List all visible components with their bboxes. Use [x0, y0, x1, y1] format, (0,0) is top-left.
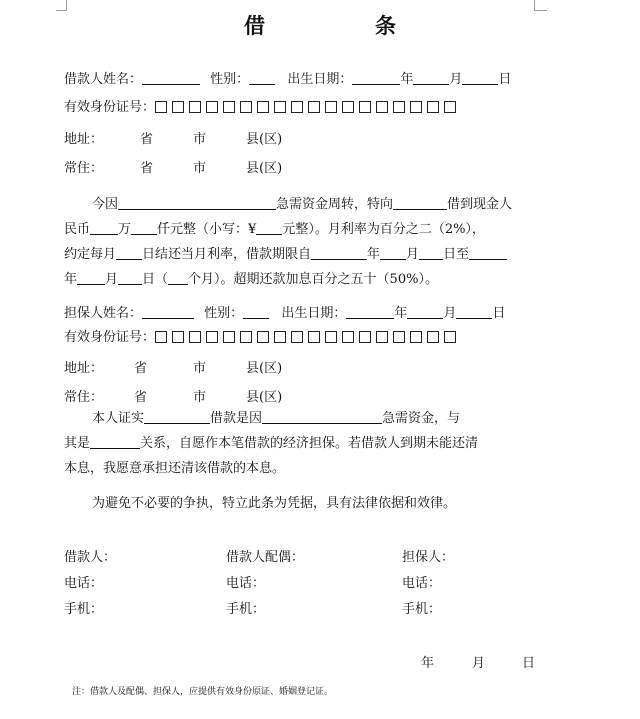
id-digit-box[interactable]: [172, 101, 184, 113]
end-day-blank[interactable]: [118, 271, 142, 285]
spouse-signature-label[interactable]: 借款人配偶：: [226, 550, 305, 565]
spouse-phone-label[interactable]: 电话：: [226, 576, 266, 591]
loan-terms-paragraph: 今因 急需资金周转，特向 借到现金人 民币 万 仟元整（小写：¥ 元整）。月利率为百分之二（2%）， 约定每月 日结还当月利率，借款期限自 年 月 日至 年 月 日（ 个月）。超期还款加息百分之五十（50%）。: [64, 197, 513, 287]
borrower-mobile-label[interactable]: 手机：: [64, 602, 104, 617]
term-months-blank[interactable]: [168, 271, 188, 285]
borrower-confirm-blank[interactable]: [144, 410, 210, 424]
id-digit-box[interactable]: [240, 101, 252, 113]
reason-blank[interactable]: [118, 196, 276, 210]
guarantor-phone-label[interactable]: 电话：: [402, 576, 442, 591]
guarantor-name-blank[interactable]: [142, 305, 194, 319]
borrower-birth-month-blank[interactable]: [413, 71, 449, 85]
id-digit-box[interactable]: [342, 101, 354, 113]
start-year-blank[interactable]: [311, 246, 367, 260]
id-digit-box[interactable]: [359, 101, 371, 113]
id-digit-box[interactable]: [393, 101, 405, 113]
sign-date-month[interactable]: 月: [472, 656, 486, 671]
end-year-blank[interactable]: [469, 246, 507, 260]
borrower-id-boxes[interactable]: [155, 101, 456, 113]
closing-statement: 为避免不必要的争执，特立此条为凭据，具有法律依据和效律。: [92, 496, 457, 511]
borrower-birth-day-blank[interactable]: [462, 71, 498, 85]
id-digit-box[interactable]: [444, 331, 456, 343]
relationship-blank[interactable]: [90, 435, 140, 449]
id-digit-box[interactable]: [393, 331, 405, 343]
sign-date-day[interactable]: 日: [522, 656, 536, 671]
id-digit-box[interactable]: [427, 101, 439, 113]
amount-figure-blank[interactable]: [256, 221, 282, 235]
id-digit-box[interactable]: [376, 331, 388, 343]
id-digit-box[interactable]: [240, 331, 252, 343]
lender-blank[interactable]: [393, 196, 447, 210]
id-digit-box[interactable]: [291, 101, 303, 113]
id-digit-box[interactable]: [155, 101, 167, 113]
id-digit-box[interactable]: [206, 331, 218, 343]
id-digit-box[interactable]: [274, 101, 286, 113]
id-digit-box[interactable]: [155, 331, 167, 343]
borrower-address-line: 地址： 省 市 县(区): [64, 132, 283, 147]
guarantor-birth-month-blank[interactable]: [407, 305, 443, 319]
borrower-signature-label[interactable]: 借款人：: [64, 550, 117, 565]
id-digit-box[interactable]: [291, 331, 303, 343]
id-digit-box[interactable]: [325, 101, 337, 113]
page-title: 借 条: [244, 13, 396, 38]
borrower-gender-blank[interactable]: [249, 71, 275, 85]
guarantee-reason-blank[interactable]: [262, 410, 382, 424]
guarantor-address-line: 地址： 省 市 县(区): [64, 361, 283, 376]
id-digit-box[interactable]: [274, 331, 286, 343]
id-digit-box[interactable]: [427, 331, 439, 343]
spouse-mobile-label[interactable]: 手机：: [226, 602, 266, 617]
borrower-residence-line: 常住： 省 市 县(区): [64, 161, 283, 176]
guarantor-gender-blank[interactable]: [243, 305, 269, 319]
guarantor-birth-day-blank[interactable]: [456, 305, 492, 319]
id-digit-box[interactable]: [444, 101, 456, 113]
borrower-name-blank[interactable]: [142, 71, 200, 85]
start-month-blank[interactable]: [380, 246, 406, 260]
guarantor-mobile-label[interactable]: 手机：: [402, 602, 442, 617]
guarantor-signature-label[interactable]: 担保人：: [402, 550, 455, 565]
amount-wan-blank[interactable]: [90, 221, 118, 235]
id-digit-box[interactable]: [410, 101, 422, 113]
footnote: 注：借款人及配偶、担保人，应提供有效身份原证、婚姻登记证。: [72, 687, 334, 697]
id-digit-box[interactable]: [172, 331, 184, 343]
borrower-info-line: 借款人姓名： 性别： 出生日期： 年 月 日: [64, 72, 512, 87]
sign-date-year[interactable]: 年: [421, 656, 435, 671]
id-digit-box[interactable]: [223, 101, 235, 113]
guarantor-id-boxes[interactable]: [155, 331, 456, 343]
id-digit-box[interactable]: [257, 101, 269, 113]
id-digit-box[interactable]: [342, 331, 354, 343]
borrower-phone-label[interactable]: 电话：: [64, 576, 104, 591]
end-month-blank[interactable]: [77, 271, 105, 285]
id-digit-box[interactable]: [257, 331, 269, 343]
id-digit-box[interactable]: [325, 331, 337, 343]
guarantor-birth-year-blank[interactable]: [346, 305, 394, 319]
start-day-blank[interactable]: [419, 246, 443, 260]
borrower-birth-year-blank[interactable]: [352, 71, 400, 85]
id-digit-box[interactable]: [410, 331, 422, 343]
guarantor-id-line: 有效身份证号：: [64, 326, 456, 345]
id-digit-box[interactable]: [308, 101, 320, 113]
id-digit-box[interactable]: [189, 101, 201, 113]
guarantor-residence-line: 常住： 省 市 县(区): [64, 390, 283, 405]
id-digit-box[interactable]: [189, 331, 201, 343]
id-digit-box[interactable]: [359, 331, 371, 343]
id-digit-box[interactable]: [376, 101, 388, 113]
guarantee-paragraph: 本人证实 借款是因 急需资金，与 其是 关系，自愿作本笔借款的经济担保。若借款人到期未能还清 本息，我愿意承担还清该借款的本息。: [64, 411, 479, 476]
amount-qian-blank[interactable]: [131, 221, 157, 235]
id-digit-box[interactable]: [206, 101, 218, 113]
guarantor-info-line: 担保人姓名： 性别： 出生日期： 年 月 日: [64, 306, 506, 321]
settle-day-blank[interactable]: [116, 246, 142, 260]
borrower-id-line: 有效身份证号：: [64, 96, 456, 115]
id-digit-box[interactable]: [223, 331, 235, 343]
id-digit-box[interactable]: [308, 331, 320, 343]
